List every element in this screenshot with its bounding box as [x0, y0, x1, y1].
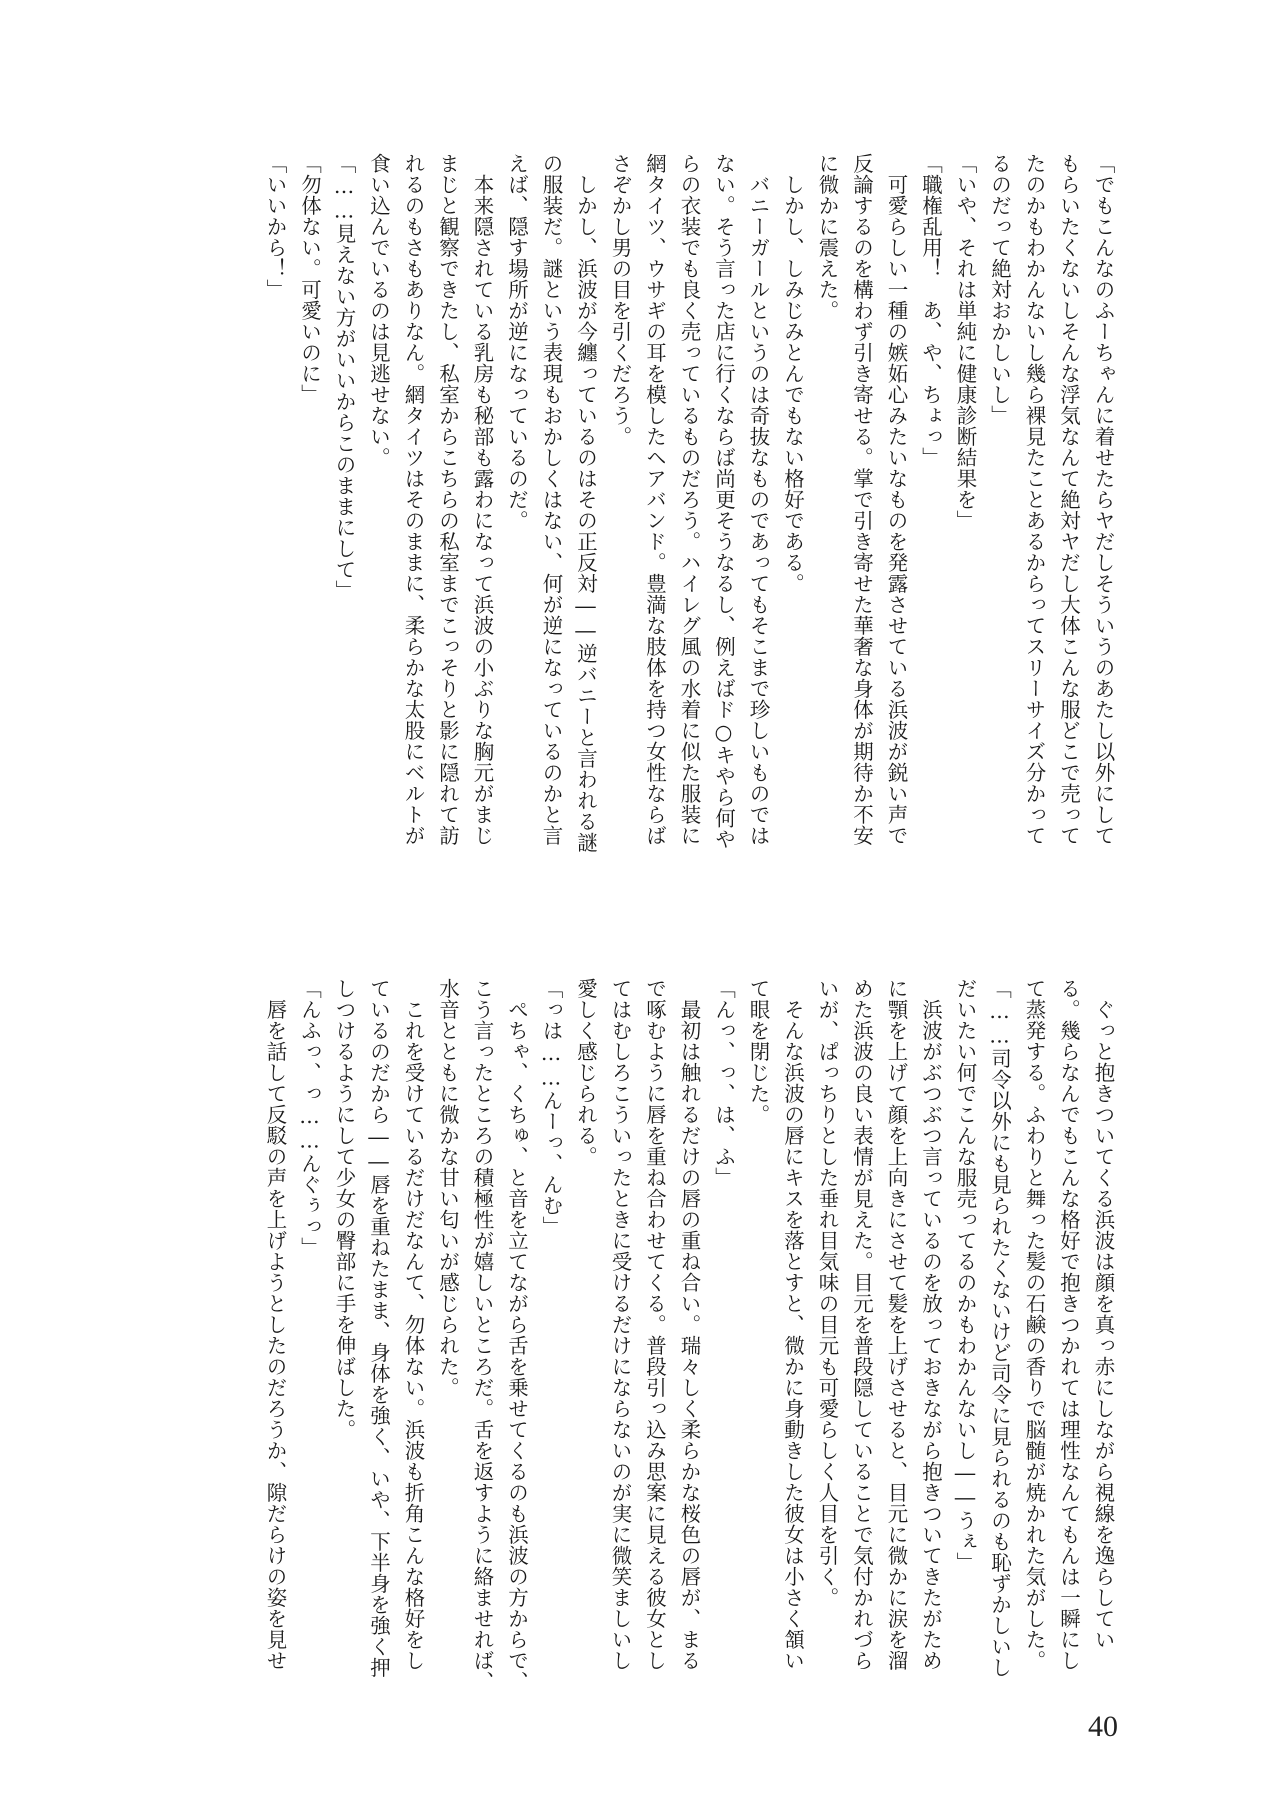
text-line: 「っは……んーっ、んむ」 [539, 978, 563, 1237]
text-line: 本来隠されている乳房も秘部も露わになって浜波の小ぶりな胸元がまじ [470, 153, 494, 846]
text-line: 最初は触れるだけの唇の重ね合い。瑞々しく柔らかな桜色の唇が、まる [677, 978, 701, 1671]
text-line: 「いや、それは単純に健康診断結果を」 [953, 153, 977, 531]
text-line: るのだって絶対おかしいし」 [987, 153, 1012, 426]
page-number: 40 [1088, 1710, 1118, 1743]
text-line: 網タイツ、ウサギの耳を模したヘアバンド。豊満な肢体を持つ女性ならば [642, 153, 667, 846]
text-line: いが、ぱっちりとした垂れ目気味の目元も可愛らしく人目を引く。 [815, 978, 839, 1608]
text-line: えば、隠す場所が逆になっているのだ。 [504, 153, 529, 531]
text-line: まじと観察できたし、私室からこちらの私室までこっそりと影に隠れて訪 [435, 153, 460, 846]
text-line: しつけるようにして少女の臀部に手を伸ばした。 [332, 978, 356, 1440]
text-line: だいたい何でこんな服売ってるのかもわかんないし――うぇ」 [953, 978, 977, 1573]
text-line: 「でもこんなのふーちゃんに着せたらヤだしそういうのあたし以外にして [1091, 153, 1115, 846]
text-line: らの衣装でも良く売っているものだろう。ハイレグ風の水着に似た服装に [677, 153, 701, 846]
text-line: て蒸発する。ふわりと舞った髪の石鹸の香りで脳髄が焼かれた気がした。 [1022, 978, 1046, 1671]
text-line: ぐっと抱きついてくる浜波は顔を真っ赤にしながら視線を逸らしてい [1091, 978, 1115, 1650]
text-line: 浜波がぶつぶつ言っているのを放っておきながら抱きついてきたがため [918, 978, 943, 1671]
text-line: の服装だ。謎という表現もおかしくはない、何が逆になっているのかと言 [539, 153, 563, 846]
text-line: そんな浜波の唇にキスを落とすと、微かに身動きした彼女は小さく頷い [780, 978, 805, 1671]
text-line: れるのもさもありなん。網タイツはそのままに、柔らかな太股にベルトが [401, 153, 425, 846]
text-line: 可愛らしい一種の嫉妬心みたいなものを発露させている浜波が鋭い声で [884, 153, 908, 846]
text-line: てはむしろこういったときに受けるだけにならないのが実に微笑ましいし [608, 978, 632, 1671]
text-line: たのかもわかんないし幾ら裸見たことあるからってスリーサイズ分かって [1022, 153, 1046, 846]
text-line: で啄むように唇を重ね合わせてくる。普段引っ込み思案に見える彼女とし [642, 978, 667, 1671]
text-line: 「んふっ、っ……んぐぅっ」 [297, 978, 322, 1258]
text-line: しかし、しみじみとんでもない格好である。 [780, 153, 805, 594]
text-line: に微かに震えた。 [815, 153, 839, 321]
text-line: 「勿体ない。可愛いのに」 [297, 153, 322, 405]
text-line: 「いいから！」 [263, 153, 287, 300]
text-line: に顎を上げて顔を上向きにさせて髪を上げさせると、目元に微かに涙を溜 [884, 978, 908, 1671]
text-block-top [158, 153, 1120, 885]
text-line: これを受けているだけだなんて、勿体ない。浜波も折角こんな格好をし [401, 978, 425, 1671]
text-block-bottom [158, 978, 1120, 1710]
text-line: こう言ったところの積極性が嬉しいところだ。舌を返すように絡ませれば、 [470, 978, 494, 1692]
text-line: 唇を話して反駁の声を上げようとしたのだろうか、隙だらけの姿を見せ [263, 978, 287, 1671]
text-line: て眼を閉じた。 [746, 978, 770, 1125]
text-line: さぞかし男の目を引くだろう。 [608, 153, 632, 447]
text-line: 「……司令以外にも見られたくないけど司令に見られるのも恥ずかしいし [987, 978, 1012, 1678]
text-line: ない。そう言った店に行くならば尚更そうなるし、例えばド○キやら何や [711, 153, 736, 850]
text-line: る。幾らなんでもこんな格好で抱きつかれては理性なんてもんは一瞬にし [1056, 978, 1081, 1671]
text-line: 愛しく感じられる。 [573, 978, 598, 1167]
text-line: 「んっ、っ、は、ふ」 [711, 978, 736, 1188]
text-line: バニーガールというのは奇抜なものであってもそこまで珍しいものでは [746, 153, 770, 846]
text-line: ぺちゃ、くちゅ、と音を立てながら舌を乗せてくるのも浜波の方からで、 [504, 978, 529, 1692]
text-line: 「……見えない方がいいからこのままにして」 [332, 153, 356, 601]
text-line: 「職権乱用！ あ、や、ちょっ」 [918, 153, 943, 468]
text-line: 反論するのを構わず引き寄せる。掌で引き寄せた華奢な身体が期待か不安 [849, 153, 874, 846]
text-line: もらいたくないしそんな浮気なんて絶対ヤだし大体こんな服どこで売って [1056, 153, 1081, 846]
text-line: しかし、浜波が今纏っているのはその正反対――逆バニーと言われる謎 [573, 153, 598, 853]
text-line: 水音とともに微かな甘い匂いが感じられた。 [435, 978, 460, 1398]
text-line: 食い込んでいるのは見逃せない。 [366, 153, 391, 468]
text-line: ているのだから――唇を重ねたまま、身体を強く、いや、下半身を強く押 [366, 978, 391, 1678]
text-line: めた浜波の良い表情が見えた。目元を普段隠していることで気付かれづら [849, 978, 874, 1671]
